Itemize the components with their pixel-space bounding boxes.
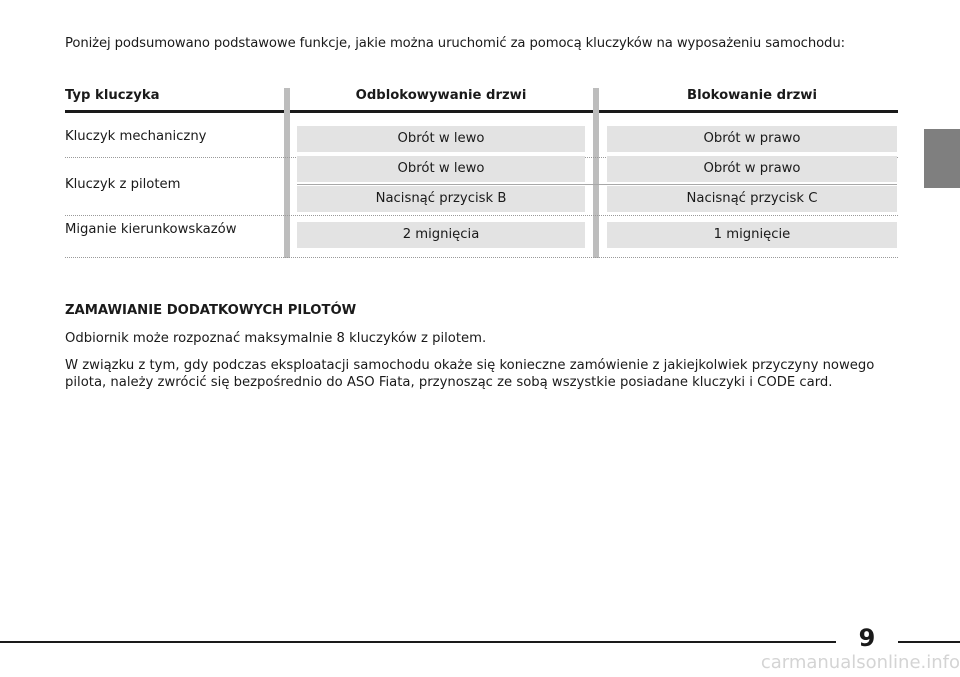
unlock-cell: Obrót w lewo xyxy=(297,156,585,182)
lock-cell: 1 mignięcie xyxy=(607,222,897,248)
unlock-cell: Obrót w lewo xyxy=(297,126,585,152)
unlock-cell: Nacisnąć przycisk B xyxy=(297,186,585,212)
lock-cell: Nacisnąć przycisk C xyxy=(607,186,897,212)
row-label: Kluczyk mechaniczny xyxy=(65,129,207,144)
footer-rule xyxy=(0,641,836,643)
header-key-type: Typ kluczyka xyxy=(65,88,160,103)
section-tab-marker xyxy=(924,129,960,188)
footer-rule xyxy=(898,641,960,643)
page-number: 9 xyxy=(858,624,876,652)
key-functions-table xyxy=(65,88,898,260)
watermark: carmanualsonline.info xyxy=(760,652,960,673)
header-rule xyxy=(65,110,898,113)
header-lock: Blokowanie drzwi xyxy=(687,88,817,103)
row-label: Kluczyk z pilotem xyxy=(65,177,181,192)
section-title: ZAMAWIANIE DODATKOWYCH PILOTÓW xyxy=(65,303,357,318)
row-separator xyxy=(65,215,898,216)
column-divider xyxy=(284,88,290,258)
row-label: Miganie kierunkowskazów xyxy=(65,222,237,237)
cell-separator xyxy=(297,184,897,185)
header-unlock: Odblokowywanie drzwi xyxy=(355,88,527,103)
row-separator xyxy=(65,257,898,258)
unlock-cell: 2 mignięcia xyxy=(297,222,585,248)
column-divider xyxy=(593,88,599,258)
lock-cell: Obrót w prawo xyxy=(607,156,897,182)
lock-cell: Obrót w prawo xyxy=(607,126,897,152)
paragraph: Odbiornik może rozpoznać maksymalnie 8 kluczyków z pilotem. xyxy=(65,331,487,346)
intro-text: Poniżej podsumowano podstawowe funkcje, jakie można uruchomić za pomocą kluczyków na wyposażeniu samochodu: xyxy=(65,36,845,51)
paragraph: W związku z tym, gdy podczas eksploatacji samochodu okaże się konieczne zamówienie z jakiejkolwiek przyczyny nowego pilota, należy zwrócić się bezpośrednio do ASO Fiata, przynosząc ze sobą wszystkie posiadane kluczyki i CODE card. xyxy=(65,358,875,390)
